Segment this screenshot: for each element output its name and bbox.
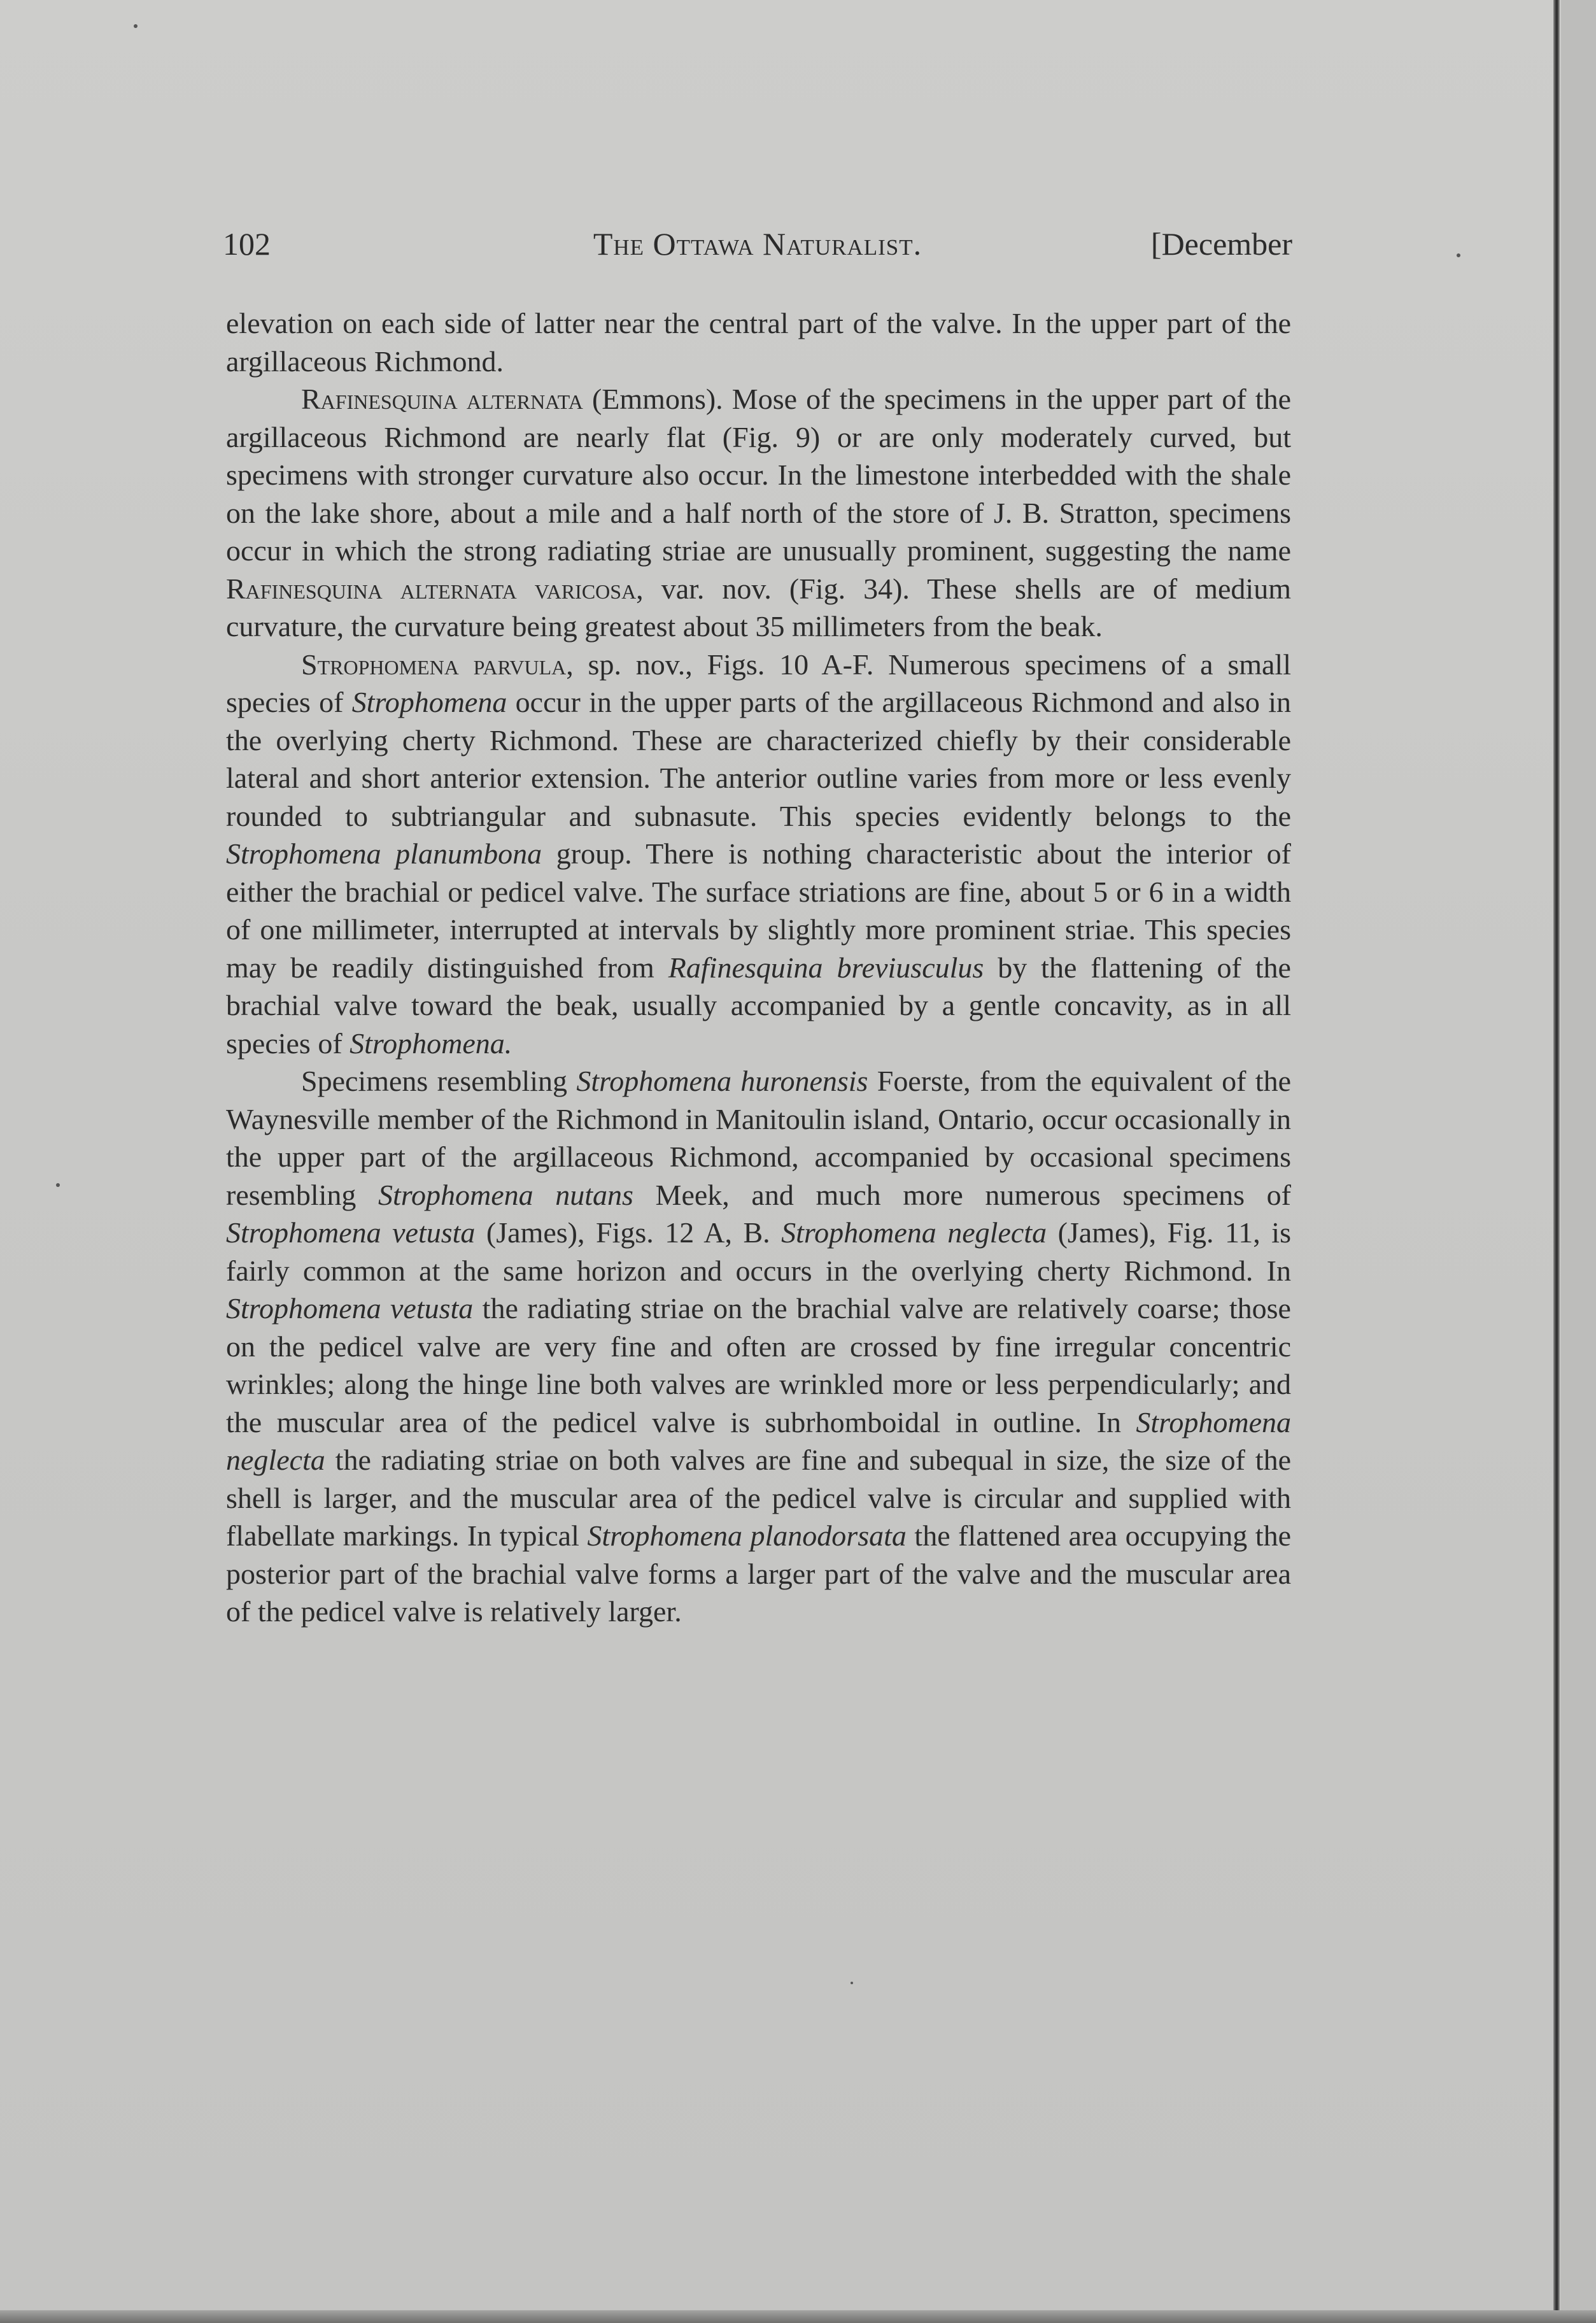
taxon-name: Strophomena vetusta: [226, 1216, 476, 1249]
paragraph-rafinesquina-alternata: Rafinesquina alternata (Emmons). Mose of the specimens in the upper part of the argillaceous Richmond are nearly flat (Fig. 9) or are only moderately curved, but specimens with stronger curvature also occur. In the limestone interbedded with the shale on the lake shore, about a mile and a half north of the store of J. B. Stratton, specimens occur in which the strong radiating striae are unusually prominent, suggesting the name Rafinesquina alternata varicosa, var. nov. (Fig. 34). These shells are of medium curvature, the curvature being greatest about 35 millimeters from the beak.: [226, 383, 1291, 643]
species-heading: Strophomena parvula,: [301, 648, 574, 681]
taxon-name: Strophomena planumbona: [226, 837, 542, 870]
taxon-name: Strophomena.: [350, 1027, 512, 1060]
dust-speck: [56, 1183, 60, 1187]
page-margin-right: [1561, 0, 1596, 2323]
page-number: 102: [223, 226, 271, 262]
taxon-name: Strophomena neglecta: [781, 1216, 1047, 1249]
article-body: [226, 304, 1291, 1631]
taxon-name: Strophomena nutans: [378, 1178, 633, 1211]
taxon-name: Strophomena neglecta: [226, 1405, 1291, 1476]
paragraph-strophomena-parvula: Strophomena parvula, sp. nov., Figs. 10 A-F. Numerous specimens of a small species of Strophomena occur in the upper parts of the argillaceous Richmond and also in the overlying cherty Richmond. These are characterized chiefly by their considerable lateral and short anterior extension. The anterior outline varies from more or less evenly rounded to subtriangular and subnasute. This species evidently belongs to the Strophomena planumbona group. There is nothing characteristic about the interior of either the brachial or pedicel valve. The surface striations are fine, about 5 or 6 in a width of one millimeter, interrupted at intervals by slightly more prominent striae. This species may be readily distinguished from Rafinesquina breviusculus by the flattening of the brachial valve toward the beak, usually accompanied by a gentle concavity, as in all species of Strophomena.: [226, 648, 1291, 1060]
taxon-name: Strophomena vetusta: [226, 1292, 474, 1325]
taxon-name: Strophomena huronensis: [576, 1065, 868, 1097]
journal-title: The Ottawa Naturalist.: [593, 226, 922, 262]
dust-speck: [134, 24, 138, 28]
taxon-name: Strophomena planodorsata: [587, 1519, 907, 1552]
variety-name: Rafinesquina alternata varicosa,: [226, 572, 644, 605]
running-header: [223, 222, 1292, 266]
paragraph-strophomena-comparisons: Specimens resembling Strophomena huronensis Foerste, from the equivalent of the Waynesville member of the Richmond in Manitoulin island, Ontario, occur occasionally in the upper part of the argillaceous Richmond, accompanied by occasional specimens resembling Strophomena nutans Meek, and much more numerous specimens of Strophomena vetusta (James), Figs. 12 A, B. Strophomena neglecta (James), Fig. 11, is fairly common at the same horizon and occurs in the overlying cherty Richmond. In Strophomena vetusta the radiating striae on the brachial valve are relatively coarse; those on the pedicel valve are very fine and often are crossed by fine irregular concentric wrinkles; along the hinge line both valves are wrinkled more or less perpendicularly; and the muscular area of the pedicel valve is subrhomboidal in outline. In Strophomena neglecta the radiating striae on both valves are fine and subequal in size, the size of the shell is larger, and the muscular area of the pedicel valve is circular and supplied with flabellate markings. In typical Strophomena planodorsata the flattened area occupying the posterior part of the brachial valve forms a larger part of the valve and the muscular area of the pedicel valve is relatively larger.: [226, 1065, 1291, 1628]
species-heading: Rafinesquina alternata: [301, 383, 583, 415]
page-edge-shadow-bottom: [0, 2310, 1596, 2323]
dust-speck: [1457, 253, 1460, 257]
page-edge-shadow-right: [1553, 0, 1560, 2323]
dust-speck: [851, 1982, 853, 1984]
issue-month: [December: [1150, 226, 1292, 262]
taxon-name: Rafinesquina breviusculus: [668, 951, 984, 984]
taxon-name: Strophomena: [351, 686, 507, 718]
paragraph-continuation: elevation on each side of latter near the central part of the valve. In the upper part of the argillaceous Richmond.: [226, 307, 1291, 378]
